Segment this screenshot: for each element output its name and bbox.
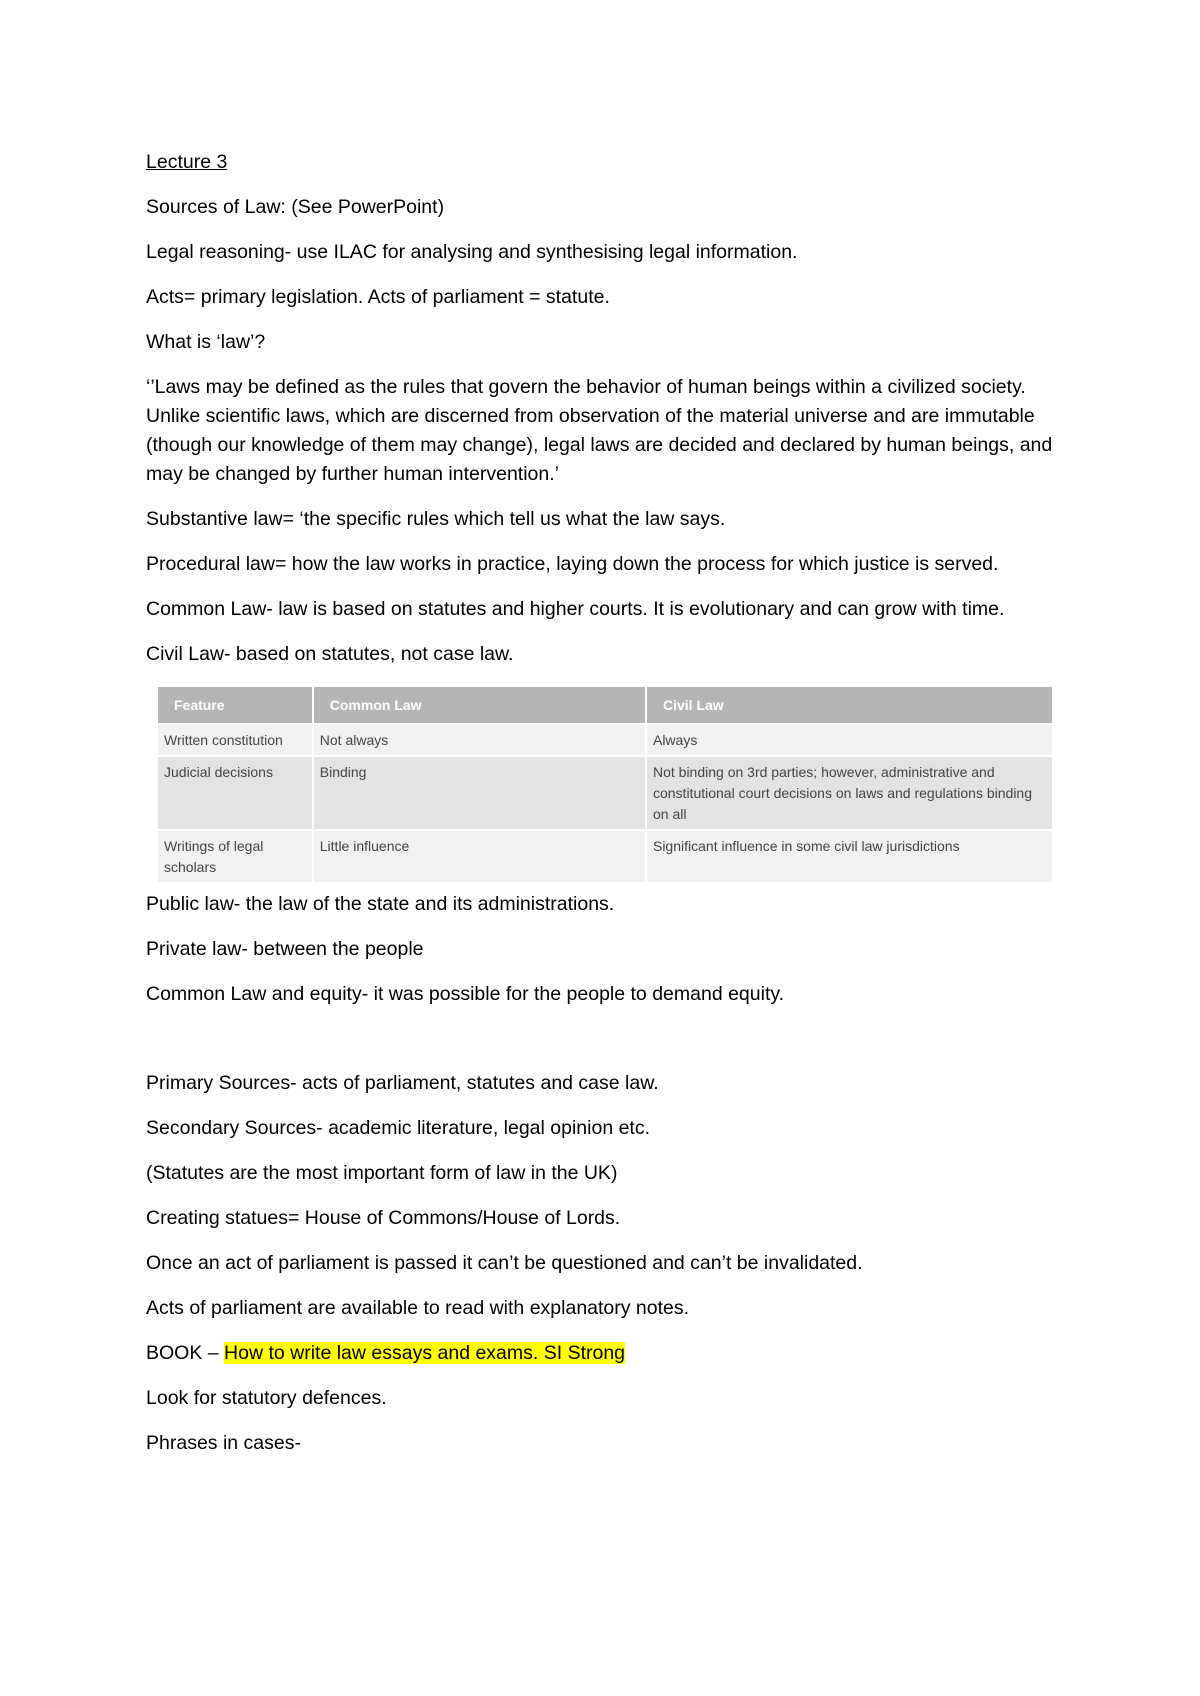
- table-cell: Binding: [313, 756, 646, 830]
- paragraph-what-is-law: What is ‘law’?: [146, 331, 266, 353]
- paragraph-common-law: Common Law- law is based on statutes and higher courts. It is evolutionary and can grow with time.: [146, 598, 1005, 620]
- lecture-notes: [146, 148, 1066, 1474]
- table-cell: Little influence: [313, 830, 646, 883]
- paragraph-civil-law: Civil Law- based on statutes, not case law.: [146, 643, 514, 665]
- table-header-cell: Common Law: [313, 686, 646, 724]
- paragraph-public-law: Public law- the law of the state and its administrations.: [146, 893, 615, 915]
- lecture-title: Lecture 3: [146, 151, 228, 173]
- paragraph-act-passed: Once an act of parliament is passed it can’t be questioned and can’t be invalidated.: [146, 1252, 863, 1274]
- paragraph-primary-sources: Primary Sources- acts of parliament, statutes and case law.: [146, 1072, 659, 1094]
- paragraph-acts: Acts= primary legislation. Acts of parliament = statute.: [146, 286, 610, 308]
- table-cell: Writings of legal scholars: [157, 830, 313, 883]
- table-cell: Judicial decisions: [157, 756, 313, 830]
- paragraph-procedural-law: Procedural law= how the law works in practice, laying down the process for which justice is served.: [146, 553, 999, 575]
- table-row: [157, 724, 1053, 756]
- paragraph-secondary-sources: Secondary Sources- academic literature, legal opinion etc.: [146, 1117, 651, 1139]
- paragraph-legal-reasoning: Legal reasoning- use ILAC for analysing and synthesising legal information.: [146, 241, 798, 263]
- table-row: [157, 830, 1053, 883]
- table-cell: Significant influence in some civil law jurisdictions: [646, 830, 1053, 883]
- table-row: [157, 756, 1053, 830]
- table-cell: Not binding on 3rd parties; however, administrative and constitutional court decisions on laws and regulations binding on all: [646, 756, 1053, 830]
- paragraph-common-law-equity: Common Law and equity- it was possible for the people to demand equity.: [146, 983, 785, 1005]
- table-header-cell: Feature: [157, 686, 313, 724]
- paragraph-statutes-note: (Statutes are the most important form of law in the UK): [146, 1162, 618, 1184]
- paragraph-private-law: Private law- between the people: [146, 938, 424, 960]
- paragraph-phrases: Phrases in cases-: [146, 1432, 301, 1454]
- paragraph-creating-statutes: Creating statues= House of Commons/House of Lords.: [146, 1207, 621, 1229]
- table-cell: Written constitution: [157, 724, 313, 756]
- comparison-table: [156, 685, 1054, 884]
- table-cell: Not always: [313, 724, 646, 756]
- table-header-cell: Civil Law: [646, 686, 1053, 724]
- paragraph-sources: Sources of Law: (See PowerPoint): [146, 196, 445, 218]
- book-label: BOOK –: [146, 1342, 225, 1364]
- law-definition-quote: ‘’Laws may be defined as the rules that govern the behavior of human beings within a civilized society. Unlike scientific laws, which are discerned from observation of the material universe and are immutable (though our knowledge of them may change), legal laws are decided and declared by human beings, and may be changed by further human intervention.’: [146, 376, 1053, 485]
- table-cell: Always: [646, 724, 1053, 756]
- paragraph-book: [146, 1339, 1066, 1368]
- paragraph-substantive-law: Substantive law= ‘the specific rules which tell us what the law says.: [146, 508, 726, 530]
- blank-line: [146, 1025, 1066, 1069]
- book-title-highlight: How to write law essays and exams. SI Strong: [224, 1342, 626, 1364]
- table-header-row: [157, 686, 1053, 724]
- paragraph-statutory-defences: Look for statutory defences.: [146, 1387, 387, 1409]
- paragraph-explanatory-notes: Acts of parliament are available to read with explanatory notes.: [146, 1297, 690, 1319]
